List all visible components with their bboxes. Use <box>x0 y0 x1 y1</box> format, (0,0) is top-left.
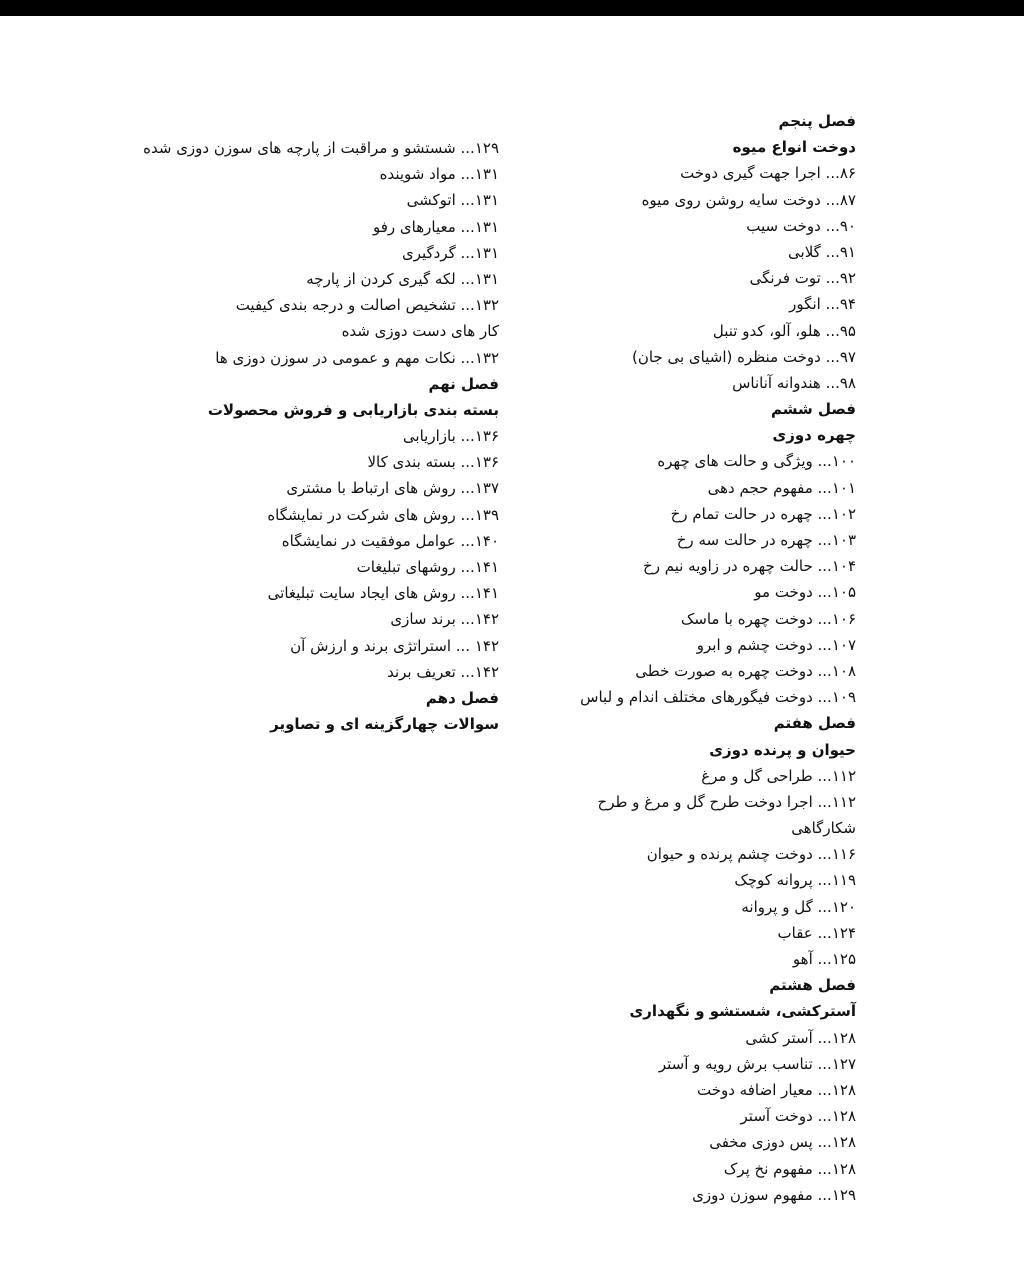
toc-entry: ۱۲۵... آهو <box>792 950 856 968</box>
toc-entry: ۱۱۲... اجرا دوخت طرح گل و مرغ و طرح <box>597 792 856 811</box>
toc-entry: ۱۳۷... روش های ارتباط با مشتری <box>286 479 499 498</box>
toc-column-right <box>526 108 856 1208</box>
toc-entry: ۱۴۱... روشهای تبلیغات <box>356 558 499 576</box>
toc-entry: ۹۲... توت فرنگی <box>749 269 856 288</box>
toc-entry: ۱۲۸... مفهوم نخ پرک <box>723 1159 856 1178</box>
toc-entry: ۹۱... گلابی <box>788 242 856 261</box>
toc-heading: حیوان و پرنده دوزی <box>709 740 856 759</box>
toc-entry: ۱۳۹... روش های شرکت در نمایشگاه <box>267 505 499 524</box>
toc-column-left <box>119 135 499 737</box>
toc-entry: ۱۲۹... شستشو و مراقبت از پارچه های سوزن دوزی شده <box>143 139 499 157</box>
toc-entry: ۱۱۶... دوخت چشم پرنده و حیوان <box>646 845 856 864</box>
toc-entry: ۱۳۱... لکه گیری کردن از پارچه <box>306 269 499 288</box>
toc-entry: ۱۰۵... دوخت مو <box>754 583 856 602</box>
toc-entry: کار های دست دوزی شده <box>341 322 499 341</box>
toc-heading: بسته بندی بازاریابی و فروش محصولات <box>207 400 499 419</box>
toc-entry: ۸۶... اجرا جهت گیری دوخت <box>680 164 856 183</box>
top-bar <box>0 0 1024 16</box>
toc-entry: ۱۲۸... پس دوزی مخفی <box>709 1133 856 1152</box>
toc-entry: ۱۲۸... آستر کشی <box>745 1028 856 1047</box>
toc-entry: ۱۲۰... گل و پروانه <box>741 897 856 916</box>
toc-heading: فصل ششم <box>771 400 856 419</box>
toc-entry: ۱۲۷... تناسب برش رویه و آستر <box>658 1054 856 1073</box>
toc-entry: ۱۱۹... پروانه کوچک <box>734 871 856 890</box>
toc-heading: دوخت انواع میوه <box>732 138 856 157</box>
toc-heading: آسترکشی، شستشو و نگهداری <box>629 1002 856 1021</box>
toc-heading: فصل پنجم <box>778 112 856 130</box>
toc-entry: ۱۲۸... معیار اضافه دوخت <box>696 1080 856 1099</box>
toc-entry: ۱۲۹... مفهوم سوزن دوزی <box>692 1185 856 1204</box>
toc-entry: شکارگاهی <box>791 819 856 838</box>
toc-entry: ۱۳۱... مواد شوینده <box>379 165 499 184</box>
toc-heading: فصل هفتم <box>773 714 856 733</box>
toc-heading: چهره دوزی <box>772 426 856 445</box>
toc-entry: ۱۲۸... دوخت آستر <box>740 1107 856 1126</box>
toc-entry: ۱۰۶... دوخت چهره با ماسک <box>680 609 856 628</box>
toc-entry: ۱۴۲... تعریف برند <box>387 662 499 681</box>
toc-entry: ۱۳۶... بسته بندی کالا <box>367 453 499 472</box>
toc-entry: ۱۳۱... گردگیری <box>401 243 499 262</box>
toc-entry: ۸۷... دوخت سایه روشن روی میوه <box>641 190 856 209</box>
toc-entry: ۱۳۲... نکات مهم و عمومی در سوزن دوزی ها <box>215 348 499 367</box>
toc-heading: سوالات چهارگزینه ای و تصاویر <box>270 715 499 734</box>
toc-entry: ۹۰... دوخت سیب <box>746 216 856 235</box>
toc-entry: ۱۳۶... بازاریابی <box>402 427 499 446</box>
toc-heading: فصل نهم <box>428 374 499 393</box>
toc-heading: فصل هشتم <box>769 976 856 995</box>
toc-entry: ۱۰۱... مفهوم حجم دهی <box>707 478 856 497</box>
toc-entry: ۱۰۰... ویژگی و حالت های چهره <box>657 452 856 471</box>
toc-entry: ۱۴۲ ... استراتژی برند و ارزش آن <box>290 636 499 655</box>
toc-entry: ۱۱۲... طراحی گل و مرغ <box>701 766 856 785</box>
toc-entry: ۱۳۱... معیارهای رفو <box>372 217 499 236</box>
toc-entry: ۹۷... دوخت منظره (اشیای بی جان) <box>631 347 856 366</box>
toc-entry: ۱۰۳... چهره در حالت سه رخ <box>676 531 856 549</box>
toc-entry: ۱۴۲... برند سازی <box>390 610 499 629</box>
toc-entry: ۹۴... انگور <box>789 295 856 314</box>
toc-entry: ۱۰۷... دوخت چشم و ابرو <box>696 635 856 654</box>
toc-entry: ۹۵... هلو، آلو، کدو تنبل <box>712 321 856 340</box>
toc-entry: ۱۰۸... دوخت چهره به صورت خطی <box>635 661 856 680</box>
toc-entry: ۱۰۴... حالت چهره در زاویه نیم رخ <box>643 557 856 576</box>
toc-entry: ۱۰۲... چهره در حالت تمام رخ <box>670 504 856 523</box>
toc-entry: ۱۴۰... عوامل موفقیت در نمایشگاه <box>281 531 499 550</box>
toc-heading: فصل دهم <box>425 688 499 707</box>
toc-entry: ۱۳۲... تشخیص اصالت و درجه بندی کیفیت <box>235 296 499 315</box>
toc-entry: ۹۸... هندوانه آناناس <box>732 373 856 392</box>
toc-entry: ۱۳۱... اتوکشی <box>406 191 499 210</box>
toc-entry: ۱۲۴... عقاب <box>777 923 856 942</box>
toc-entry: ۱۰۹... دوخت فیگورهای مختلف اندام و لباس <box>580 688 856 707</box>
toc-entry: ۱۴۱... روش های ایجاد سایت تبلیغاتی <box>267 584 499 603</box>
